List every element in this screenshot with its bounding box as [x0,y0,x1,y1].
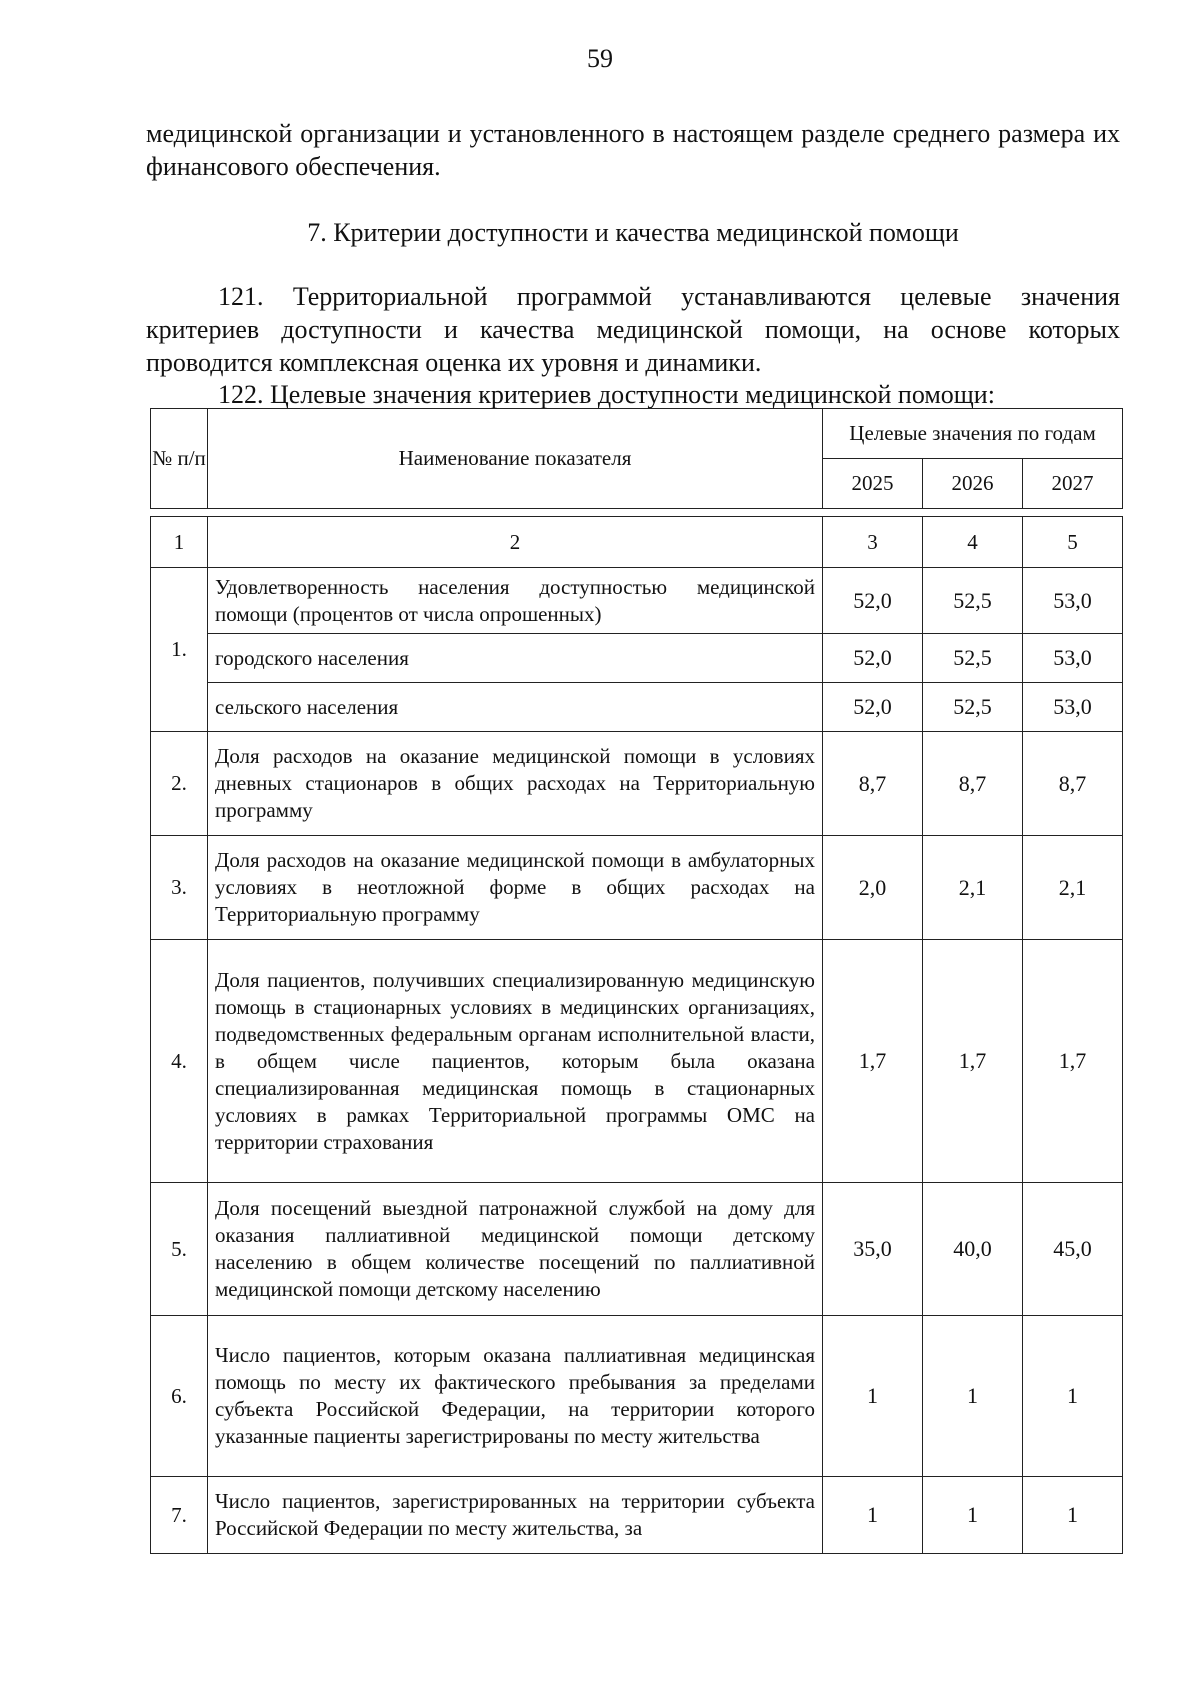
column-number-row [151,517,1123,568]
row-number: 3. [151,836,208,940]
column-number: 1 [151,517,208,568]
header-year-2026: 2026 [923,459,1023,509]
header-targets: Целевые значения по годам [823,409,1123,459]
page-number: 59 [587,44,613,73]
header-num: № п/п [151,409,208,509]
row-number: 1. [151,568,208,732]
value-2027: 45,0 [1023,1183,1123,1316]
value-2025: 35,0 [823,1183,923,1316]
value-2025: 52,0 [823,634,923,683]
intro-paragraph: медицинской организации и установленного в настоящем разделе среднего размера их финансового обеспечения. [146,119,1120,181]
table-row [151,683,1123,732]
indicator-name: Доля посещений выездной патронажной службой на дому для оказания паллиативной медицинской помощи детскому населению в общем количестве посещений по паллиативной медицинской помощи детскому населению [208,1183,823,1316]
value-2027: 53,0 [1023,634,1123,683]
value-2026: 1 [923,1477,1023,1554]
value-2025: 52,0 [823,683,923,732]
row-number: 2. [151,732,208,836]
header-year-2027: 2027 [1023,459,1123,509]
table-row [151,634,1123,683]
row-number: 4. [151,940,208,1183]
value-2025: 2,0 [823,836,923,940]
value-2027: 53,0 [1023,683,1123,732]
value-2025: 1 [823,1477,923,1554]
table-row [151,1477,1123,1554]
row-number: 5. [151,1183,208,1316]
table-row [151,568,1123,634]
column-number: 3 [823,517,923,568]
paragraph-122: 122. Целевые значения критериев доступности медицинской помощи: [218,380,995,409]
value-2026: 52,5 [923,683,1023,732]
value-2025: 8,7 [823,732,923,836]
value-2026: 2,1 [923,836,1023,940]
table-body [150,516,1123,1554]
value-2027: 1 [1023,1316,1123,1477]
column-number: 2 [208,517,823,568]
header-name: Наименование показателя [208,409,823,509]
header-year-2025: 2025 [823,459,923,509]
value-2025: 1,7 [823,940,923,1183]
value-2026: 52,5 [923,634,1023,683]
table-row [151,732,1123,836]
value-2025: 1 [823,1316,923,1477]
table-row [151,836,1123,940]
value-2026: 40,0 [923,1183,1023,1316]
column-number: 4 [923,517,1023,568]
table-row [151,1183,1123,1316]
table-row [151,1316,1123,1477]
value-2027: 1 [1023,1477,1123,1554]
indicator-name: Число пациентов, которым оказана паллиативная медицинская помощь по месту их фактического пребывания за пределами субъекта Российской Федерации, на территории которого указанные пациенты зарегистрированы по месту жительства [208,1316,823,1477]
column-number: 5 [1023,517,1123,568]
indicator-name: Доля расходов на оказание медицинской помощи в амбулаторных условиях в неотложной форме в общих расходах на Территориальную программу [208,836,823,940]
section-title: 7. Критерии доступности и качества медицинской помощи [307,218,959,247]
row-number: 6. [151,1316,208,1477]
indicator-name: Доля пациентов, получивших специализированную медицинскую помощь в стационарных условиях в медицинских организациях, подведомственных федеральным органам исполнительной власти, в общем числе пациентов, которым была оказана специализированная медицинская помощь в стационарных условиях в рамках Территориальной программы ОМС на территории страхования [208,940,823,1183]
value-2026: 1 [923,1316,1023,1477]
value-2026: 1,7 [923,940,1023,1183]
value-2025: 52,0 [823,568,923,634]
table-header [150,408,1123,509]
indicator-name: городского населения [208,634,823,683]
value-2027: 1,7 [1023,940,1123,1183]
indicator-name: Удовлетворенность населения доступностью медицинской помощи (процентов от числа опрошенных) [208,568,823,634]
paragraph-121: 121. Территориальной программой устанавливаются целевые значения критериев доступности и качества медицинской помощи, на основе которых проводится комплексная оценка их уровня и динамики. [146,282,1120,377]
indicator-name: Доля расходов на оказание медицинской помощи в условиях дневных стационаров в общих расходах на Территориальную программу [208,732,823,836]
value-2027: 2,1 [1023,836,1123,940]
indicator-name: Число пациентов, зарегистрированных на территории субъекта Российской Федерации по месту жительства, за [208,1477,823,1554]
value-2026: 52,5 [923,568,1023,634]
value-2027: 8,7 [1023,732,1123,836]
value-2026: 8,7 [923,732,1023,836]
row-number: 7. [151,1477,208,1554]
indicator-name: сельского населения [208,683,823,732]
table-row [151,940,1123,1183]
value-2027: 53,0 [1023,568,1123,634]
